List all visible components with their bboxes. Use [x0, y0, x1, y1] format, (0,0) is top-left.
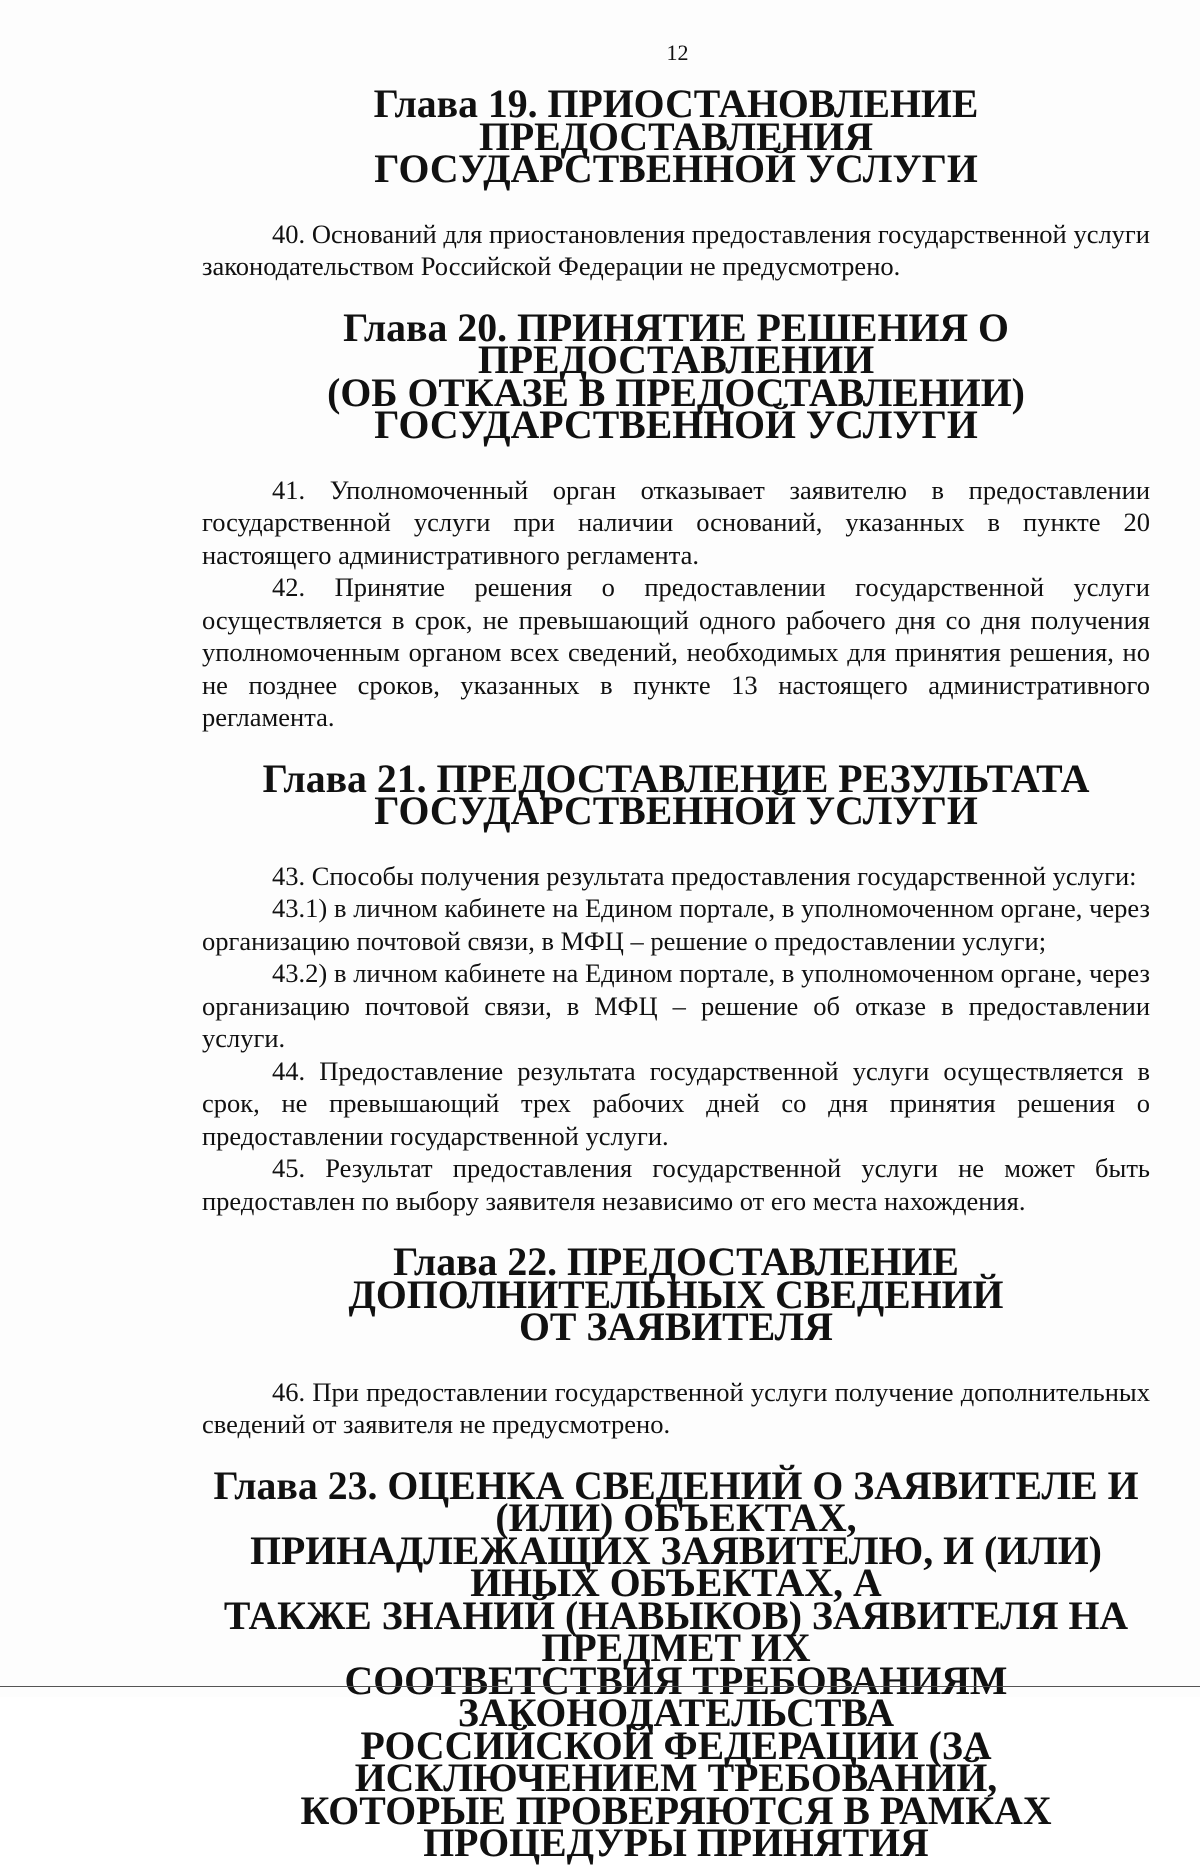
chapter-22 [202, 1240, 1150, 1441]
paragraph: 42. Принятие решения о предоставлении государственной услуги осуществляется в срок, не превышающий одного рабочего дня со дня получения уполномоченным органом всех сведений, необходимых для принятия решения, но не позднее сроков, указанных в пункте 13 настоящего административного регламента. [202, 572, 1150, 732]
heading-line: ГОСУДАРСТВЕННОЙ УСЛУГИ [374, 789, 978, 833]
chapter-heading [202, 1463, 1150, 1865]
chapter-heading [202, 1240, 1150, 1349]
page-number: 12 [666, 40, 689, 65]
chapter-heading [202, 82, 1150, 191]
heading-line: ОТ ЗАЯВИТЕЛЯ [518, 1305, 834, 1349]
heading-line: (ОБ ОТКАЗЕ В ПРЕДОСТАВЛЕНИИ) ГОСУДАРСТВЕННОЙ УСЛУГИ [327, 370, 1025, 447]
paragraph: 45. Результат предоставления государственной услуги не может быть предоставлен по выбору заявителя независимо от его места нахождения. [202, 1153, 1150, 1216]
heading-line: Глава 22. ПРЕДОСТАВЛЕНИЕ ДОПОЛНИТЕЛЬНЫХ СВЕДЕНИЙ [348, 1240, 1004, 1317]
heading-line: СООТВЕТСТВИЯ ТРЕБОВАНИЯМ ЗАКОНОДАТЕЛЬСТВА [344, 1658, 1008, 1735]
document-body [202, 82, 1150, 1865]
heading-line: Глава 19. ПРИОСТАНОВЛЕНИЕ ПРЕДОСТАВЛЕНИЯ [373, 82, 979, 159]
chapter-23 [202, 1463, 1150, 1865]
chapter-19 [202, 82, 1150, 283]
paragraph: 44. Предоставление результата государственной услуги осуществляется в срок, не превышающий трех рабочих дней со дня принятия решения о предоставлении государственной услуги. [202, 1055, 1150, 1151]
paragraph: 43.1) в личном кабинете на Едином портале, в уполномоченном органе, через организацию почтовой связи, в МФЦ – решение о предоставлении услуги; [202, 893, 1150, 956]
heading-line: РОССИЙСКОЙ ФЕДЕРАЦИИ (ЗА ИСКЛЮЧЕНИЕМ ТРЕБОВАНИЙ, [354, 1723, 998, 1800]
heading-line: ГОСУДАРСТВЕННОЙ УСЛУГИ [374, 147, 978, 191]
chapter-heading [202, 305, 1150, 447]
paragraph: 41. Уполномоченный орган отказывает заявителю в предоставлении государственной услуги при наличии оснований, указанных в пункте 20 настоящего административного регламента. [202, 474, 1150, 570]
chapter-20 [202, 305, 1150, 734]
paragraph: 43. Способы получения результата предоставления государственной услуги: [272, 860, 1137, 891]
page-bottom-rule [0, 1686, 1200, 1687]
heading-line: ТАКЖЕ ЗНАНИЙ (НАВЫКОВ) ЗАЯВИТЕЛЯ НА ПРЕДМЕТ ИХ [223, 1593, 1129, 1670]
heading-line: Глава 20. ПРИНЯТИЕ РЕШЕНИЯ О ПРЕДОСТАВЛЕНИИ [343, 305, 1009, 382]
paragraph: 40. Оснований для приостановления предоставления государственной услуги законодательством Российской Федерации не предусмотрено. [202, 218, 1150, 281]
chapter-heading [202, 756, 1150, 833]
heading-line: Глава 23. ОЦЕНКА СВЕДЕНИЙ О ЗАЯВИТЕЛЕ И (ИЛИ) ОБЪЕКТАХ, [213, 1463, 1139, 1540]
heading-line: Глава 21. ПРЕДОСТАВЛЕНИЕ РЕЗУЛЬТАТА [262, 756, 1090, 801]
heading-line: КОТОРЫЕ ПРОВЕРЯЮТСЯ В РАМКАХ ПРОЦЕДУРЫ ПРИНЯТИЯ [300, 1788, 1052, 1865]
chapter-21 [202, 756, 1150, 1218]
paragraph: 43.2) в личном кабинете на Едином портале, в уполномоченном органе, через организацию почтовой связи, в МФЦ – решение об отказе в предоставлении услуги. [202, 958, 1150, 1053]
paragraph: 46. При предоставлении государственной услуги получение дополнительных сведений от заявителя не предусмотрено. [202, 1376, 1150, 1439]
heading-line: ПРИНАДЛЕЖАЩИХ ЗАЯВИТЕЛЮ, И (ИЛИ) ИНЫХ ОБЪЕКТАХ, А [250, 1528, 1102, 1605]
